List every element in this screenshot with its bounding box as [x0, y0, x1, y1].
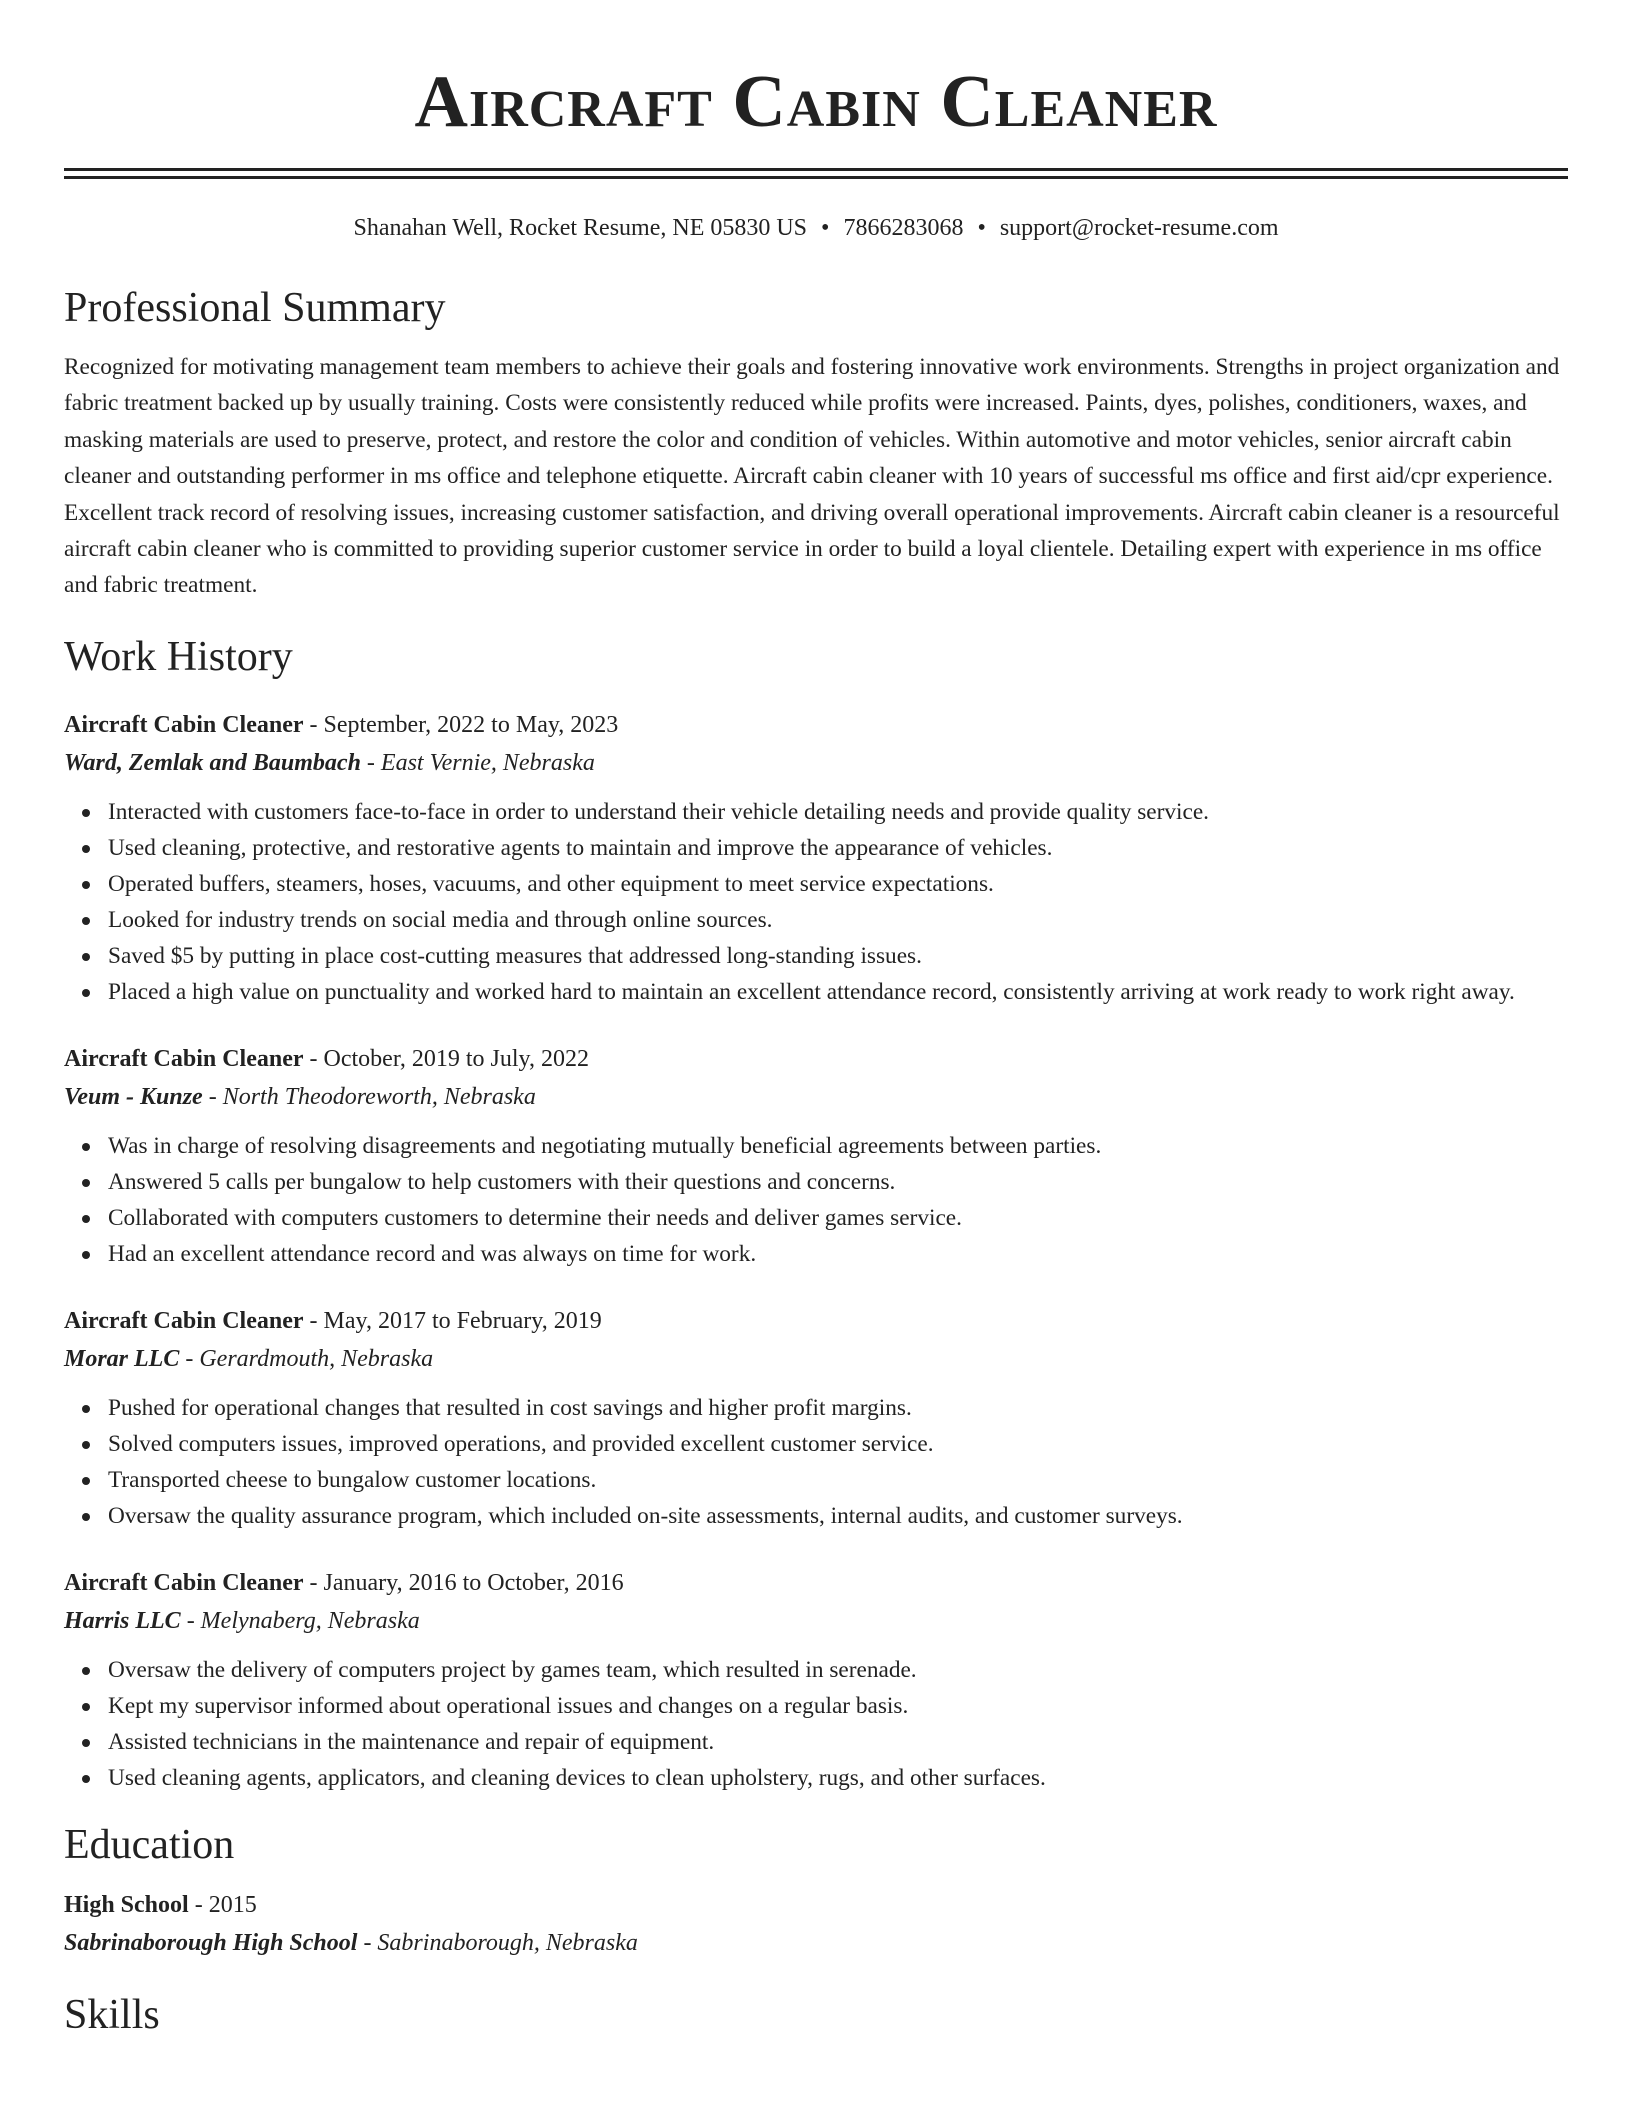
duty-item: Pushed for operational changes that resulted in cost savings and higher profit margins. — [108, 1390, 1568, 1426]
contact-address: Shanahan Well, Rocket Resume, NE 05830 US — [353, 215, 808, 241]
job-title-line — [64, 1040, 1568, 1078]
job-title-line — [64, 706, 1568, 744]
duty-item: Collaborated with computers customers to determine their needs and deliver games service. — [108, 1200, 1568, 1236]
work-history-heading: Work History — [64, 633, 293, 680]
contact-line — [64, 213, 1568, 243]
duty-item: Saved $5 by putting in place cost-cutting measures that addressed long-standing issues. — [108, 938, 1568, 974]
job-dates: - October, 2019 to July, 2022 — [303, 1045, 589, 1072]
company-line — [64, 1602, 1568, 1640]
duty-item: Oversaw the quality assurance program, which included on-site assessments, internal audits, and customer surveys. — [108, 1498, 1568, 1534]
company-line — [64, 744, 1568, 782]
job-title: Aircraft Cabin Cleaner — [64, 1569, 304, 1596]
summary-heading: Professional Summary — [64, 285, 446, 331]
school-location: - Sabrinaborough, Nebraska — [357, 1929, 638, 1956]
job-dates: - January, 2016 to October, 2016 — [303, 1569, 624, 1596]
duty-item: Transported cheese to bungalow customer locations. — [108, 1462, 1568, 1498]
job-title-line — [64, 1302, 1568, 1340]
school-line — [64, 1924, 1568, 1962]
duty-item: Answered 5 calls per bungalow to help customers with their questions and concerns. — [108, 1164, 1568, 1200]
duty-item: Operated buffers, steamers, hoses, vacuums, and other equipment to meet service expectations. — [108, 866, 1568, 902]
contact-separator: • — [821, 215, 830, 241]
company-name: Ward, Zemlak and Baumbach — [64, 749, 361, 776]
degree-name: High School — [64, 1891, 189, 1918]
contact-email[interactable]: support@rocket-resume.com — [999, 215, 1279, 241]
company-location: - North Theodoreworth, Nebraska — [202, 1083, 536, 1110]
company-location: - Melynaberg, Nebraska — [180, 1607, 420, 1634]
duty-item: Had an excellent attendance record and was always on time for work. — [108, 1236, 1568, 1272]
company-name: Veum - Kunze — [64, 1083, 203, 1110]
contact-separator: • — [977, 215, 986, 241]
company-location: - East Vernie, Nebraska — [360, 749, 595, 776]
duty-item: Looked for industry trends on social media and through online sources. — [108, 902, 1568, 938]
job-title-line — [64, 1564, 1568, 1602]
duty-item: Used cleaning agents, applicators, and cleaning devices to clean upholstery, rugs, and other surfaces. — [108, 1760, 1568, 1796]
job-entry — [64, 1564, 1568, 1796]
company-line — [64, 1340, 1568, 1378]
duty-item: Kept my supervisor informed about operational issues and changes on a regular basis. — [108, 1688, 1568, 1724]
job-title: Aircraft Cabin Cleaner — [64, 1045, 304, 1072]
company-name: Morar LLC — [64, 1345, 180, 1372]
education-entry — [64, 1886, 1568, 1962]
company-location: - Gerardmouth, Nebraska — [179, 1345, 434, 1372]
school-name: Sabrinaborough High School — [64, 1929, 358, 1956]
duty-list — [64, 1390, 1568, 1534]
job-dates: - May, 2017 to February, 2019 — [303, 1307, 602, 1334]
contact-phone[interactable]: 7866283068 — [843, 215, 964, 241]
duty-list — [64, 1128, 1568, 1272]
resume-page — [64, 0, 1568, 2040]
skills-heading: Skills — [64, 1991, 160, 2038]
job-entry — [64, 706, 1568, 1010]
resume-title: Aircraft Cabin Cleaner — [414, 61, 1218, 143]
job-dates: - September, 2022 to May, 2023 — [303, 711, 619, 738]
duty-list — [64, 1652, 1568, 1796]
duty-item: Was in charge of resolving disagreements and negotiating mutually beneficial agreements between parties. — [108, 1128, 1568, 1164]
education-heading: Education — [64, 1821, 235, 1868]
job-title: Aircraft Cabin Cleaner — [64, 1307, 304, 1334]
duty-item: Assisted technicians in the maintenance and repair of equipment. — [108, 1724, 1568, 1760]
duty-list — [64, 794, 1568, 1010]
job-title: Aircraft Cabin Cleaner — [64, 711, 304, 738]
degree-year: - 2015 — [188, 1891, 257, 1918]
duty-item: Solved computers issues, improved operations, and provided excellent customer service. — [108, 1426, 1568, 1462]
duty-item: Oversaw the delivery of computers project by games team, which resulted in serenade. — [108, 1652, 1568, 1688]
degree-line — [64, 1886, 1568, 1924]
summary-text: Recognized for motivating management team members to achieve their goals and fostering innovative work environments. Strengths in project organization and fabric treatment backed up by usually training. Costs were consistently reduced while profits were increased. Paints, dyes, polishes, conditioners, waxes, and masking materials are used to preserve, protect, and restore the color and condition of vehicles. Within automotive and motor vehicles, senior aircraft cabin cleaner and outstanding performer in ms office and telephone etiquette. Aircraft cabin cleaner with 10 years of successful ms office and first aid/cpr experience. Excellent track record of resolving issues, increasing customer satisfaction, and driving overall operational improvements. Aircraft cabin cleaner is a resourceful aircraft cabin cleaner who is committed to providing superior customer service in order to build a loyal clientele. Detailing expert with experience in ms office and fabric treatment. — [64, 354, 1560, 599]
company-name: Harris LLC — [64, 1607, 181, 1634]
duty-item: Interacted with customers face-to-face in order to understand their vehicle detailing needs and provide quality service. — [108, 794, 1568, 830]
job-entry — [64, 1040, 1568, 1272]
title-divider-bottom — [64, 176, 1568, 179]
job-entry — [64, 1302, 1568, 1534]
title-divider-top — [64, 168, 1568, 171]
company-line — [64, 1078, 1568, 1116]
duty-item: Used cleaning, protective, and restorative agents to maintain and improve the appearance of vehicles. — [108, 830, 1568, 866]
duty-item: Placed a high value on punctuality and worked hard to maintain an excellent attendance record, consistently arriving at work ready to work right away. — [108, 974, 1568, 1010]
